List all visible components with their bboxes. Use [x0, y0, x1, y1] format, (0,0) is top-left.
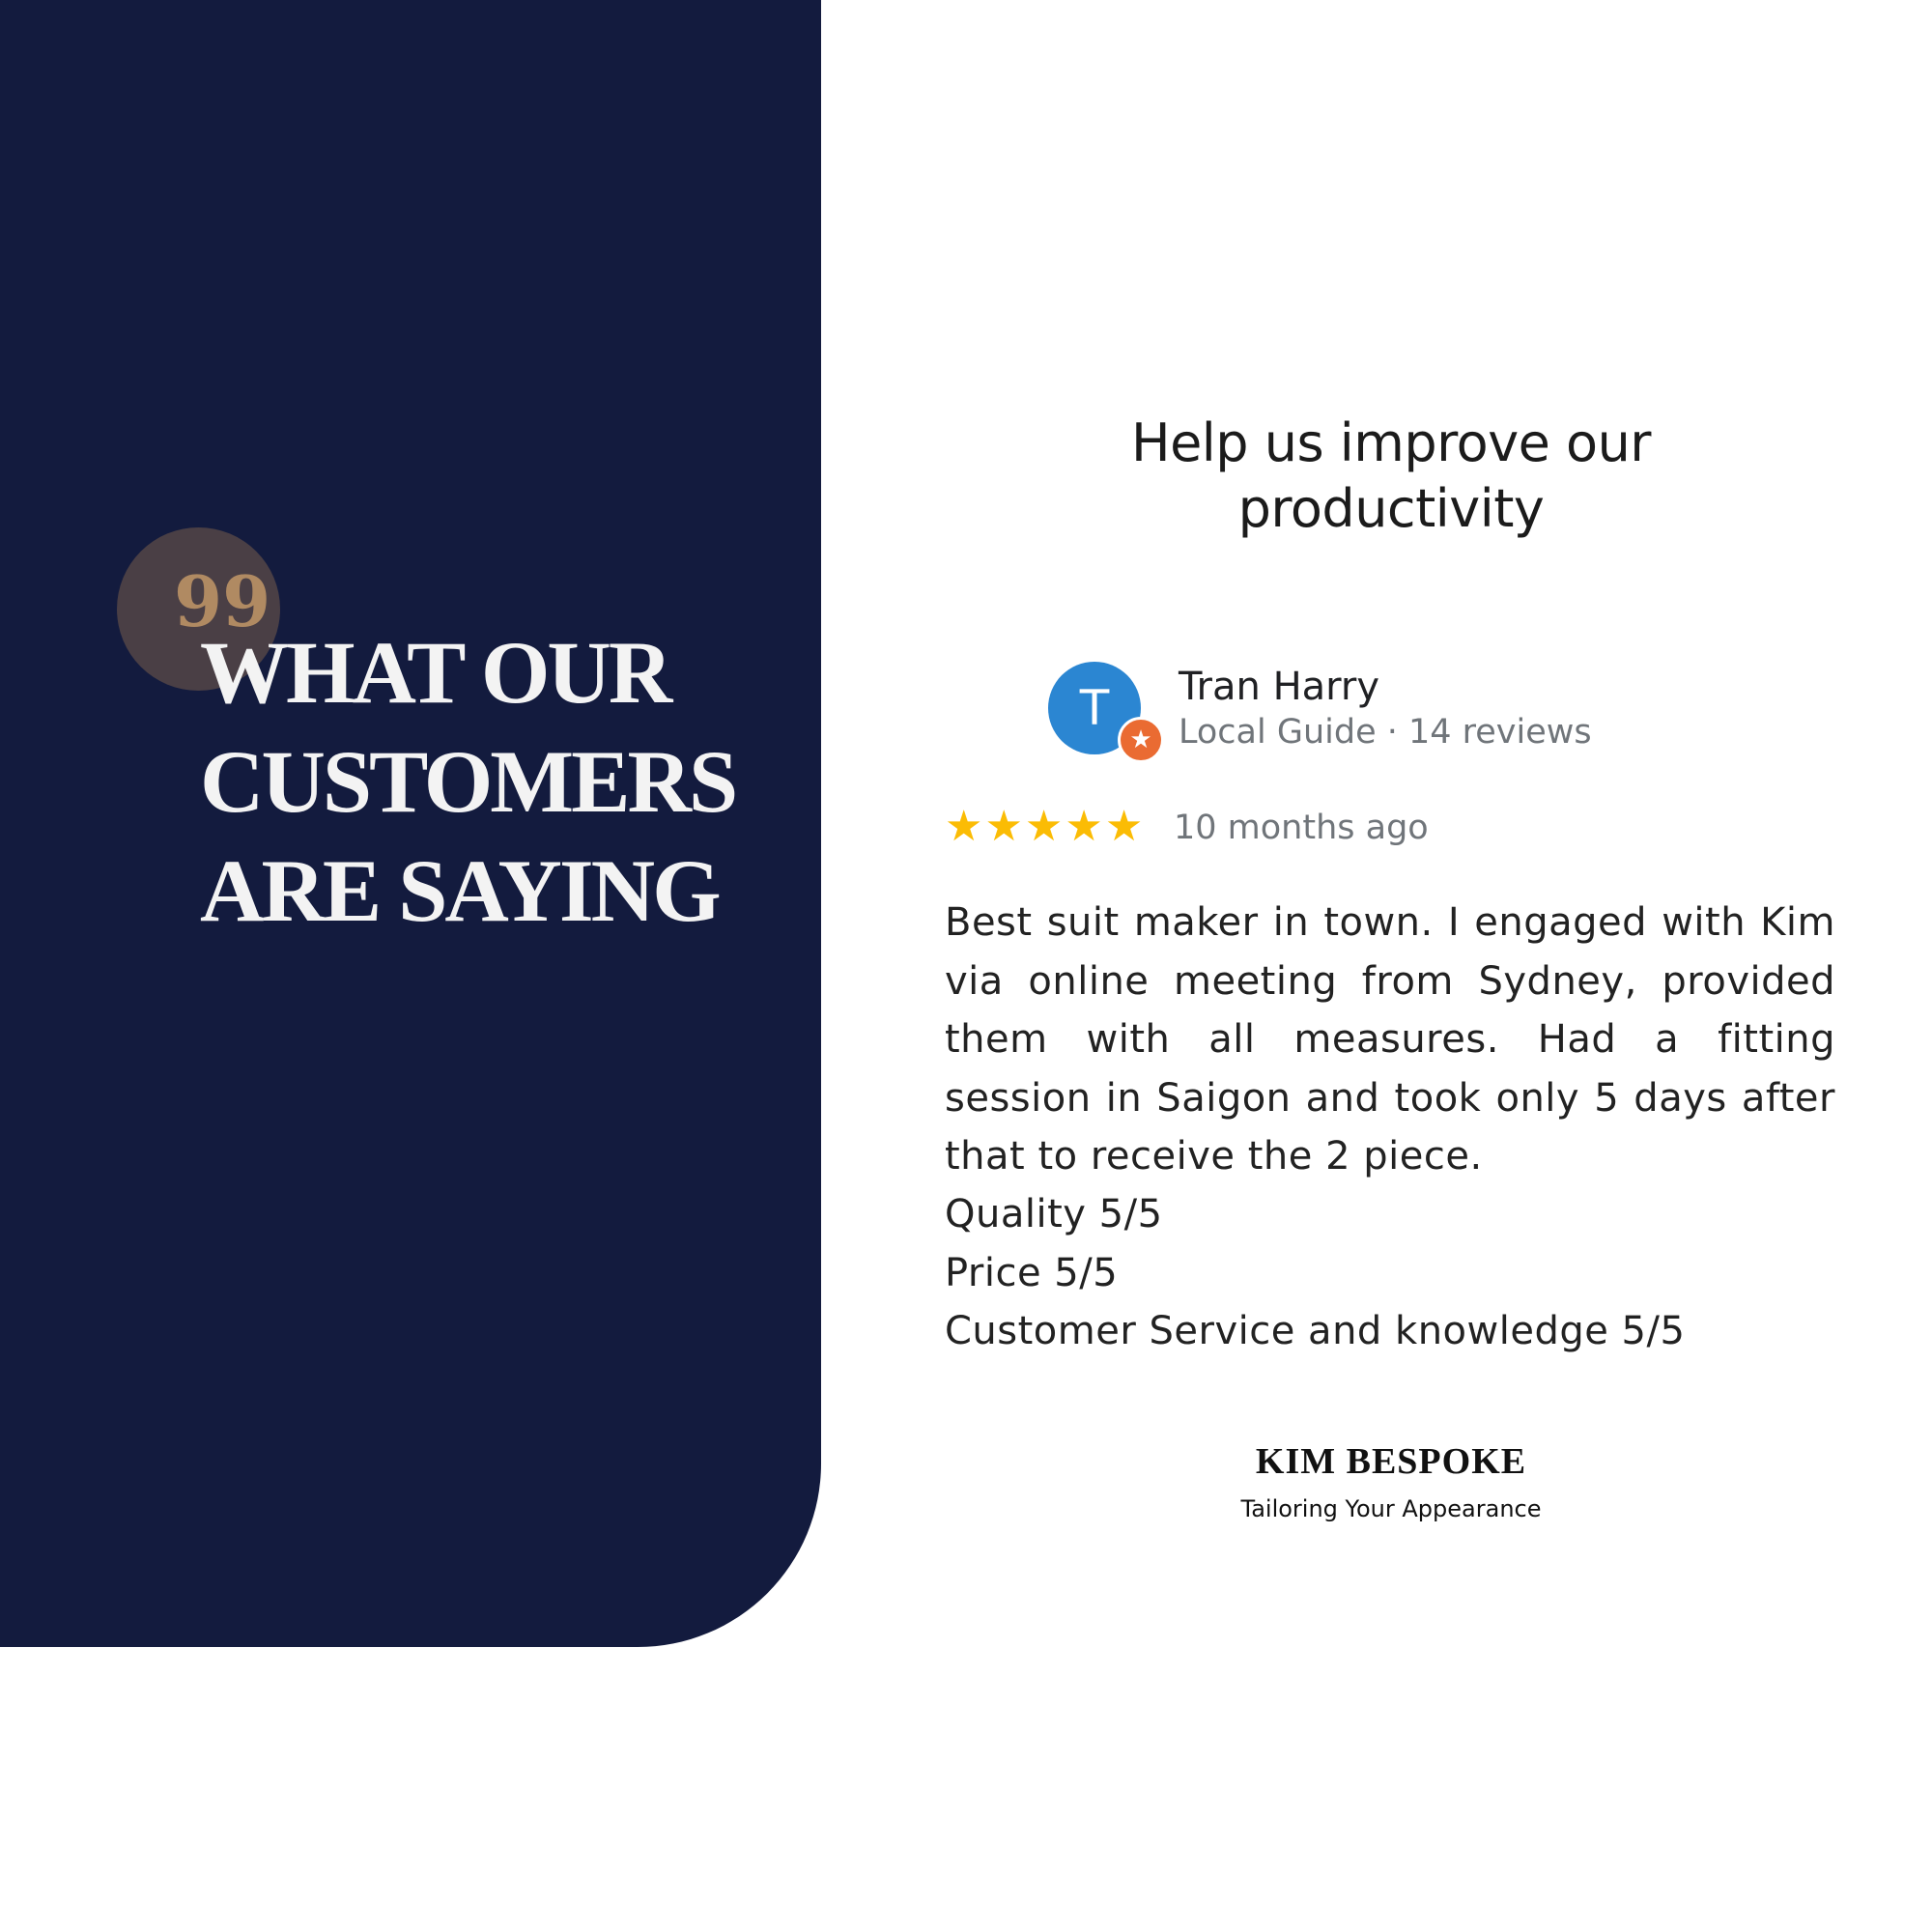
review-scores: [945, 1185, 1835, 1361]
quote-icon: 99: [174, 560, 271, 642]
star-icon: ★: [1065, 802, 1103, 851]
star-rating: [945, 803, 1143, 851]
local-guide-star-icon: ★: [1118, 717, 1164, 763]
headline-line: WHAT OUR: [200, 623, 670, 722]
reviewer-name[interactable]: Tran Harry: [1179, 665, 1380, 709]
avatar[interactable]: T: [1048, 662, 1141, 754]
score-line: Price 5/5: [945, 1250, 1119, 1295]
brand-tagline: Tailoring Your Appearance: [1240, 1495, 1542, 1522]
panel-title-line: productivity: [1237, 478, 1545, 539]
score-line: Customer Service and knowledge 5/5: [945, 1309, 1686, 1353]
star-icon: ★: [1024, 802, 1064, 851]
headline-line: ARE SAYING: [200, 841, 719, 940]
review-time: 10 months ago: [1174, 809, 1429, 847]
panel-title-line: Help us improve our: [1130, 412, 1652, 473]
headline: [200, 618, 799, 946]
star-icon: ★: [1104, 802, 1144, 851]
star-icon: ★: [945, 802, 983, 851]
panel-title: [966, 411, 1816, 542]
headline-line: CUSTOMERS: [200, 732, 736, 831]
reviewer-meta: Local Guide · 14 reviews: [1179, 713, 1592, 752]
brand-name: KIM BESPOKE: [1255, 1441, 1527, 1482]
review-body: Best suit maker in town. I engaged with Kim via online meeting from Sydney, provided them with all measures. Had a fitting session in Saigon and took only 5 days after that to receive the 2 piece.: [945, 900, 1835, 1179]
star-icon: ★: [984, 802, 1023, 851]
score-line: Quality 5/5: [945, 1192, 1163, 1236]
